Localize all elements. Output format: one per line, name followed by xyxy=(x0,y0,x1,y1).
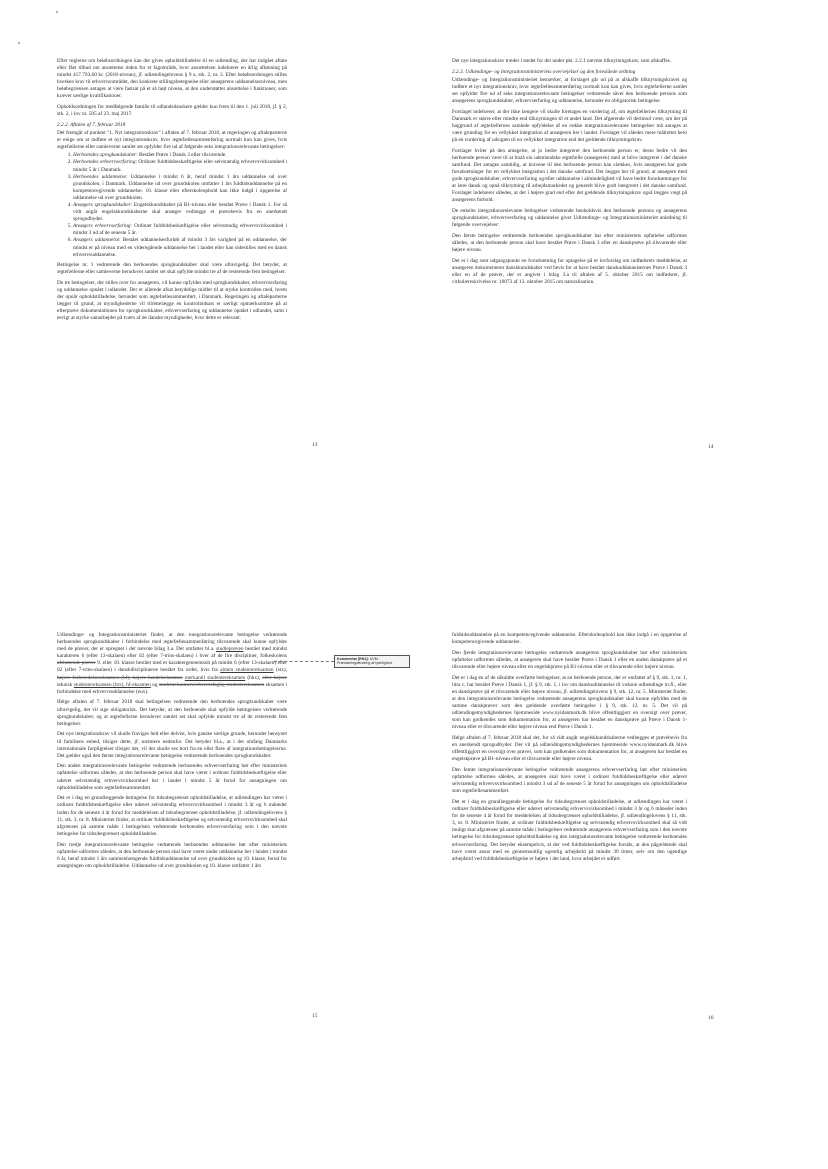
comment-connector xyxy=(274,661,334,662)
paragraph: Det nye integrationskrav træder i stedet for det under pkt. 2.2.1 nævnte tilknytningskrav, som afskaffes. xyxy=(452,58,672,64)
page-number: 16 xyxy=(708,1015,714,1021)
paragraph: Det fremgår af punktet "1. Nyt integrationskrav" i aftalen af 7. februar 2018, at regeringen og aftaleparterne er enige om at indføre et nyt integrationskrav, hvor ægtefællesammenføring normalt kun kan gives, hvis ægtefællerne eller samleverne samlet set opfylder fire ud af følgende seks integrationsrelevante betingelser: xyxy=(57,130,287,151)
paragraph: Det er i dag en grundlæggende betingelse for tidsubegrænset opholdstilladelse, at udlændingen har været i ordinær fuldtidsbeskæftigelse eller udøvet selvstændig erhvervsvirksomhed i mindst 3 år og 6 måneder inden for de seneste 4 år forud for meddelelsen af tidsubegrænset opholdstilladelse, jf. udlændingelovens § 11, stk. 3, nr. 8. Ministeriet finder, at ordinær fuldtidsbeskæftigelse og selvstændig erhvervsvirksomhed skal afgrænses på samme måde i betingelsen vedrørende herboendes erhvervserfaring som i den nævnte betingelse for tidsubegrænset opholdstilladelse. xyxy=(57,795,287,837)
tracked-deletion: eller højere xyxy=(262,674,288,681)
paragraph: Den femte integrationsrelevante betingelse vedrørende ansøgerens erhvervserfaring bør efter ministeriets opfattelse udformes således, at ansøgeren skal have været i ordinær fuldtidsbeskæftigelse eller udøvet selvstændig erhvervsvirksomhed i mindst 3 ud af de seneste 5 år forud for ansøgningen om opholdstilladelse som ægtefællesammenført. xyxy=(452,766,687,795)
list-item: 3. Herboendes uddannelse: Uddannelse i mindst 6 år, heraf mindst 1 års uddannelse ud over grundskolen, i Danmark. Uddannelse ud over grundskolen omfatter 1 års fuldtidsuddannelse på en kompetencegivende uddannelse. 10. klasse eller efterskoleophold kan ikke indgå i opgørelse af uddannelse ud over grundskolen. xyxy=(73,174,287,202)
paragraph: Efter reglerne om beløbsordningen kan der gives opholdstilladelse til en udlænding, der har indgået aftale eller fået tilbud om ansættelse inden for et fagområde, hvor ansættelsen indebærer en årlig aflønning på mindst 417.793,60 kr. (2018-niveau), jf. udlændingelovens § 9 a, stk. 2, nr. 3. Efter beløbsordningen stilles hverken krav til erhvervsområdet, den konkrete stillingsbetegnelse eller ansøgerens uddannelsesniveau, men beløbsgrænsen antages at være fastsat på et så højt niveau, at den understøtter ansættelse i funktioner, som kræver særlige kvalifikationer. xyxy=(57,58,287,100)
paragraph: Opholdsordningen for medfølgende familie til udlandsdanskere gælder kun frem til den 1. juli 2018, jf. § 2, stk. 2, i lov nr. 505 af 23. maj 2017. xyxy=(57,104,287,118)
tracked-insertion: studieprøven xyxy=(216,646,244,653)
paragraph: Ifølge aftalen af 7. februar 2018 skal betingelsen vedrørende den herboendes sprogkundskaber være ufravigelig, det vil sige obligatorisk. Det betyder, at den herboende skal opfylde betingelsen vedrørende sprogkundskaber, og at ægtefællerne herudover samlet set skal opfylde mindst tre af de resterende fem betingelser. xyxy=(57,699,287,727)
tracked-deletion: højere forberedelseseksamen (hf), højere handelseksamen xyxy=(57,674,183,681)
paragraph: Det er i dag en grundlæggende betingelse for tidsubegrænset opholdstilladelse, at udlændingen har været i ordinær fuldtidsbeskæftigelse eller udøvet selvstændig erhvervsvirksomhed i mindst 3 år og 6 måneder inden for de seneste 4 år forud for meddelelsen af tidsubegrænset opholdstilladelse, jf. udlændingelovens § 11, stk. 3, nr. 8. Ministeriet finder, at ordinær fuldtidsbeskæftigelse og selvstændig erhvervsvirksomhed skal så vidt muligt skal afgrænses på samme måde i betingelsen vedrørende ansøgerens erhvervserfaring som i den nævnte betingelse for tidsubegrænset opholdstilladelse og den integrationsrelevante betingelse vedrørende herboendes erhvervserfaring. Det betyder eksempelvis, at der ved fuldtidsbeskæftigelse forstås, at den pågældende skal have været ansat med en gennemsnitlig ugentlig arbejdstid på mindst 30 timer, selv om den ugentlige arbejdstid ved fuldtidsbeskæftigelse er højere i det land, hvor arbejdet er udført. xyxy=(452,798,687,862)
list-item: 1. Herboendes sprogkundskaber: Bestået Prøve i Dansk 3 eller tilsvarende. xyxy=(73,152,287,159)
tracked-deletion: afsluttende prøver xyxy=(57,660,96,667)
tracked-insertion: merkantil studentereksamen xyxy=(184,674,246,681)
review-comment[interactable]: Kommentar [RH1]: UVM. Præcisering/ændring af tydelighed. xyxy=(334,655,410,668)
paragraph: Det nye integrationskrav vil skulle fraviges helt eller delvist, hvis ganske særlige grunde, herunder hensynet til familiens enhed, tilsiger dette, jf. nærmere nedenfor. Det betyder bl.a., at i det omfang Danmarks internationale forpligtelser tilsiger det, vil der skulle ses bort fra en eller flere af integrationsbetingelserne. Det gælder også den første integrationsrelevante betingelse vedrørende herboendes sprogkundskaber. xyxy=(57,731,287,759)
paragraph: Den anden integrationsrelevante betingelse vedrørende herboendes erhvervserfaring bør efter ministeriets opfattelse udformes således, at den herboende person skal have været i ordinær fuldtidsbeskæftigelse eller udøvet selvstændig erhvervsvirksomhed her i landet i mindst 5 år forud for ansøgningen om opholdstilladelse som ægtefællesammenført. xyxy=(57,763,287,791)
section-heading: 2.2.2. Aftalen af 7. februar 2018 xyxy=(57,121,126,128)
paragraph: De enkelte integrationsrelevante betingelser vedrørende henholdsvis den herboende persons og ansøgerens sprogkundskaber, erhvervserfaring og uddannelse giver Udlændinge- og Integrationsministeriet anledning til følgende overvejelser: xyxy=(452,208,687,229)
paragraph: Det er i dag en af de såkaldte overførte betingelser, at en herboende person, der er omfattet af § 9, stk. 1, nr. 1, litra c, har bestået Prøve i Dansk 1, jf. § 9, stk. 1, i lov om danskuddannelse til voksne udlændinge m.fl., eller en danskprøve på et tilsvarende eller højere niveau, jf. udlændingelovens § 9, stk. 12, nr. 5. Ministeriet finder, at den integrationsrelevante betingelse vedrørende ansøgerens sprogkundskaber skal kunne opfyldes med de samme danskprøver som den gældende overførte betingelse i § 9, stk. 12, nr. 5. Det vil på udlændingemyndighedernes hjemmeside www.nyidanmark.dk blive offentliggjort en oversigt over prøver, som kan godkendes som dokumentation for, at ansøgeren har bestået en danskprøve på Prøve i Dansk 1-niveau eller et tilsvarende eller højere niveau end Prøve i Dansk 1. xyxy=(452,674,687,731)
paragraph: Forslaget hviler på den antagelse, at jo bedre integreret den herboende person er, desto bedre vil den herboende person være til at bistå sin udenlandske ægtefælle (ansøgeren) med at blive integreret i det danske samfund. Det antages samtidig, at kravene til den herboende person kan slækkes, hvis ansøgeren har gode forudsætninger for en vellykket integration i det danske samfund. Det lægges her til grund, at ansøgere med gode sprogkundskaber, erhvervserfaring og/eller uddannelse i almindelighed vil have bedre forudsætninger for at lære dansk og opnå tilknytning til arbejdsmarkedet og generelt blive godt integreret i det danske samfund. Forslaget indebærer således, at der i højere grad end efter det gældende tilknytningskrav også lægges vægt på ansøgerens forhold. xyxy=(452,147,687,204)
page-16-text xyxy=(452,632,687,866)
paragraph: Den første betingelse vedrørende herboendes sprogkundskaber har efter ministeriets opfattelse udformes således, at den herboende person skal have bestået Prøve i Dansk 3 eller en danskprøve på tilsvarende eller højere niveau. xyxy=(452,233,687,254)
paragraph: Udlændinge- og Integrationsministeriet bemærker, at forslaget går ud på at afskaffe tilknytningskravet og indføre et nyt integrationskrav, hvor ægtefællesammenføring normalt kun kan gives, hvis ægtefællerne samlet set opfylder fire ud af seks integrationsrelevante betingelser vedrørende såvel den herboende persons som ansøgerens sprogkundskaber, erhvervserfaring og uddannelse, herunder én obligatorisk betingelse. xyxy=(452,76,687,105)
tracked-insertion: studentereksamen (htx), hf-eksamen xyxy=(73,681,151,688)
page-number: 15 xyxy=(312,1013,318,1019)
tracked-deletion: studenteksamen/erhvervsfaglig studentereksamen xyxy=(158,681,265,688)
paragraph: fuldtidsuddannelse på en kompetencegivende uddannelse. Efterskoleophold kan ikke indgå i en opgørelse af kompetencegivende uddannelse. xyxy=(452,632,687,646)
page-15-text xyxy=(57,632,287,873)
list-item: 6. Ansøgers uddannelse: Bestået uddannelsesforløb af mindst 3 års varighed på en uddannelse, der mindst er på niveau med en videregående uddannelse her i landet eller kan sidestilles med en dansk erhvervsuddannelse. xyxy=(73,237,287,258)
list-item: 2. Herboendes erhvervserfaring: Ordinær fuldtidsbeskæftigelse eller selvstændig erhvervsvirksomhed i mindst 5 år i Danmark. xyxy=(73,159,287,173)
scan-dot xyxy=(56,11,58,13)
conditions-list xyxy=(57,152,287,258)
paragraph: Betingelse nr. 1 vedrørende den herboendes sprogkundskaber skal være ufravigelig. Det betyder, at ægtefællerne eller samleverne herudover samlet set skal opfylde mindst tre af de resterende fem betingelser. xyxy=(57,261,287,275)
paragraph: Den tredje integrationsrelevante betingelse vedrørende herboendes uddannelse bør efter ministeriets opfattelse udformes således, at den herboende person skal have været under uddannelse her i landet i mindst 6 år, heraf mindst 1 års sammenhængende fuldtidsuddannelse ud over grundskolen og 10. klasse, forud for ansøgningen om opholdstilladelse. Uddannelse ud over grundskolen og 10. klasse omfatter 1 års xyxy=(57,841,287,869)
page-number: 13 xyxy=(312,442,318,448)
list-item: 4. Ansøgers sprogkundskaber: Engelskkundskaber på B1-niveau eller bestået Prøve i Dansk 1. For så vidt angår engelskkundskaberne skal ansøger vedlægge et prøvebevis fra en anerkendt sprogudbyder. xyxy=(73,202,287,223)
section-heading: 2.2.3. Udlændinge- og Integrationsministeriets overvejelser og den foreslåede ordning xyxy=(452,68,636,75)
paragraph: Den fjerde integrationsrelevante betingelse vedrørende ansøgerens sprogkundskaber bør efter ministeriets opfattelse udformes således, at ansøgeren skal have bestået Prøve i Dansk 1 eller en anden danskprøve på et tilsvarende eller højere niveau eller en engelskprøve på B1-niveau eller et tilsvarende eller højere niveau. xyxy=(452,649,687,670)
paragraph: Udlændinge- og Integrationsministeriet finder, at den integrationsrelevante betingelse vedrørende herboendes sprogkundskaber i forbindelse med ægtefællesammenføring tilsvarende skal kunne opfyldes med de prøver, der er opregnet i det nævnte bilag 3.a. Det omfatter bl.a. studieprøven bestået med mindst karakteren 6 (efter 13-skalaen) eller 02 (efter 7-trins-skalaen) i hver af de fire discipliner, folkeskolens afsluttende prøver 9. eller 10. klasse bestået med et karaktergennemsnit på mindst 6 (efter 13-skalaen) eller 02 (efter 7-trins-skalaen) i danskdisciplinerne bestået fra ordet, hvis fra almen studentereksamen (stx), højere forberedelseseksamen (hf), højere handelseksamen merkantil studentereksamen (hhx), eller højere teknisk studentereksamen (htx), hf-eksamen og studenteksamen/erhvervsfaglig studentereksamen eksamen i forbindelse med erhvervsuddannelse (eux). xyxy=(57,632,288,695)
list-item: 5. Ansøgers erhvervserfaring: Ordinær fuldtidsbeskæftigelse eller selvstændig erhvervsvirksomhed i mindst 3 ud af de seneste 5 år. xyxy=(73,223,287,237)
tracked-insertion: almen studentereksamen xyxy=(220,667,274,674)
paragraph: Forslaget indebærer, at der ikke længere vil skulle foretages en vurdering af, om ægtefællernes tilknytning til Danmark er større eller mindre end tilknytningen til et andet land. Det afgørende vil derimod være, om der på baggrund af ægtefællernes samlede opfyldelse af en række integrationsrelevante betingelser må antages at være grundlag for en vellykket integration af ansøgeren her i landet. Forslaget vil således mere målrettet bero på en vurdering af udsigten til en vellykket integration end det gældende tilknytningskrav. xyxy=(452,108,687,144)
page-number: 14 xyxy=(708,444,714,450)
paragraph: De tre betingelser, der stilles over for ansøgeren, vil kunne opfyldes med sprogkundskaber, erhvervserfaring og uddannelse opnået i udlandet. Der er allerede afsat betydelige midler til at styrke kontrollen med, hvem der opnår opholdstilladelse, herunder som ægtefællesammenført, i Danmark. Regeringen og aftaleparterne lægger til grund, at myndighederne vil tilrettelægge en kontrolindsats er særligt opmærksomme på at efterprøve dokumentationen for sprogkundskaber, erhvervserfaring og uddannelse opnået i udlandet, samt i øvrigt at styrke samarbejdet på tværs af de danske myndigheder, hvor dette er relevant. xyxy=(57,279,287,321)
page-13-text xyxy=(57,58,287,326)
paragraph: Ifølge aftalen af 7. februar 2018 skal der, for så vidt angår engelskkundskaberne vedlægges et prøvebevis fra en anerkendt sprogudbyder. Der vil på udlændingemyndighedernes hjemmeside www.nyidanmark.dk blive offentliggjort en oversigt over prøver, som kan godkendes som dokumentation for, at ansøgeren har bestået en engelskprøve på B1-niveau eller et tilsvarende eller højere niveau. xyxy=(452,735,687,763)
scan-dot xyxy=(18,42,20,44)
page-14-text xyxy=(452,58,687,290)
paragraph: Det er i dag som udgangspunkt en forudsætning for optagelse på et lovforslag om indfødsrets meddelelse, at ansøgeren dokumenterer danskkundskaber ved bevis for at have bestået danskuddannelsernes Prøve i Dansk 3 eller en af de prøver, der er angivet i bilag 3.a til aftalen af 5. oktober 2015 om indfødsret, jf. cirkulæreskrivelse nr. 10873 af 13. oktober 2015 om naturalisation. xyxy=(452,257,687,286)
